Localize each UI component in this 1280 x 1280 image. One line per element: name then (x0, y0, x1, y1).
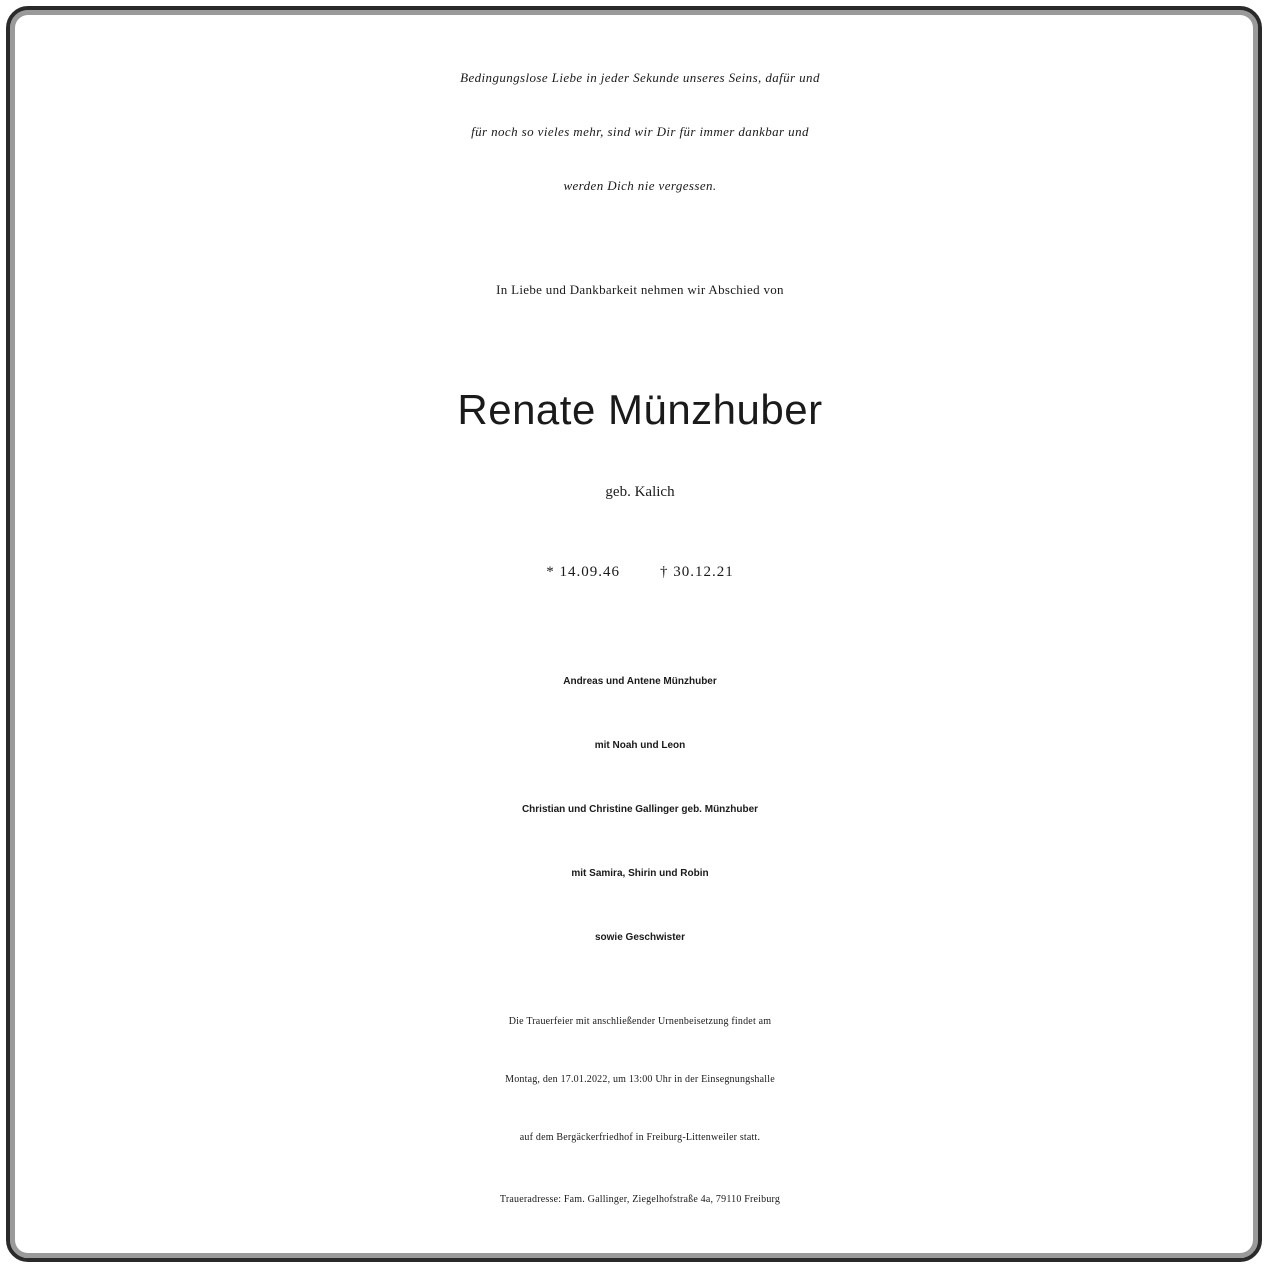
quote-line-1: Bedingungslose Liebe in jeder Sekunde unseres Seins, dafür und (460, 70, 820, 85)
mourner-line-3: Christian und Christine Gallinger geb. Münzhuber (521, 804, 759, 815)
birth-date: * 14.09.46 (546, 564, 620, 580)
deceased-name: Renate Münzhuber (457, 386, 823, 433)
quote-line-2: für noch so vieles mehr, sind wir Dir für immer dankbar und (471, 124, 809, 139)
ceremony-line-1: Die Trauerfeier mit anschließender Urnenbeisetzung findet am (508, 1016, 772, 1027)
life-dates (14, 564, 1266, 581)
obituary-notice (14, 14, 1266, 1266)
mourner-line-4: mit Samira, Shirin und Robin (571, 868, 709, 879)
birth-name: geb. Kalich (605, 484, 675, 500)
mourner-line-5: sowie Geschwister (594, 932, 686, 943)
mourning-address: Traueradresse: Fam. Gallinger, Ziegelhofstraße 4a, 79110 Freiburg (499, 1194, 781, 1205)
intro-text: In Liebe und Dankbarkeit nehmen wir Abschied von (496, 282, 784, 297)
mourner-line-2: mit Noah und Leon (594, 740, 686, 751)
ceremony-line-3: auf dem Bergäckerfriedhof in Freiburg-Littenweiler statt. (519, 1132, 761, 1143)
mourner-line-1: Andreas und Antene Münzhuber (563, 676, 717, 687)
ceremony-line-2: Montag, den 17.01.2022, um 13:00 Uhr in der Einsegnungshalle (505, 1074, 775, 1085)
quote-line-3: werden Dich nie vergessen. (563, 178, 717, 193)
death-date: † 30.12.21 (660, 564, 734, 580)
